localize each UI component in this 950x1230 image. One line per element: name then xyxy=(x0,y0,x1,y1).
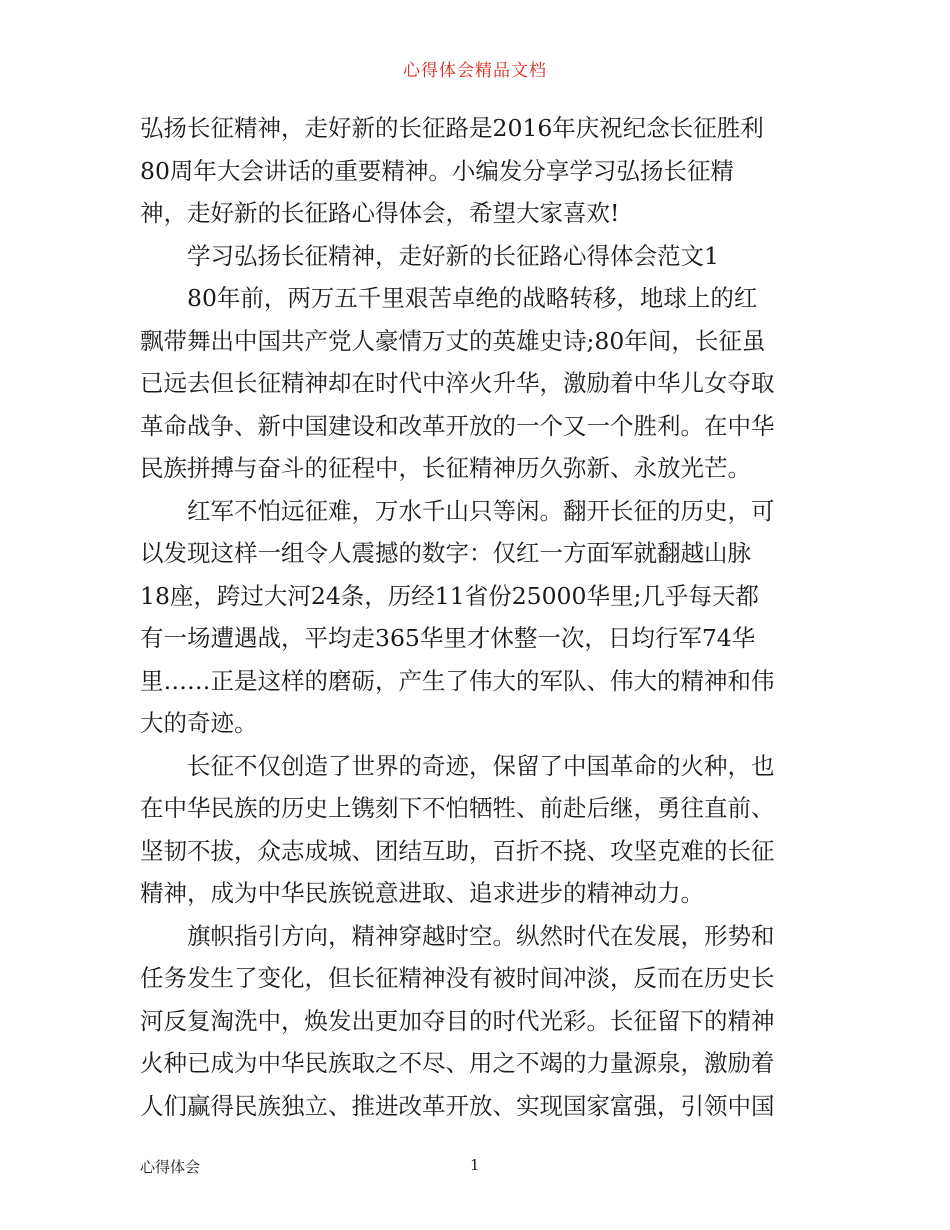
text-line: 在中华民族的历史上镌刻下不怕牺牲、前赴后继，勇往直前、 xyxy=(140,794,775,822)
text-line: 以发现这样一组令人震撼的数字：仅红一方面军就翻越山脉 xyxy=(140,539,751,567)
text-line: 里……正是这样的磨砺，产生了伟大的军队、伟大的精神和伟 xyxy=(140,666,775,695)
text-line: 旗帜指引方向，精神穿越时空。纵然时代在发展，形势和 xyxy=(187,921,775,950)
footer-label: 心得体会 xyxy=(140,1158,201,1176)
text-line: 学习弘扬长征精神，走好新的长征路心得体会范文1 xyxy=(187,241,719,270)
document-body xyxy=(140,107,816,1127)
page-number: 1 xyxy=(470,1156,480,1174)
text-line: 精神，成为中华民族锐意进取、追求进步的精神动力。 xyxy=(140,879,704,907)
text-line: 火种已成为中华民族取之不尽、用之不竭的力量源泉，激励着 xyxy=(140,1049,775,1077)
text-line: 红军不怕远征难，万水千山只等闲。翻开长征的历史，可 xyxy=(187,496,775,525)
text-line: 神，走好新的长征路心得体会，希望大家喜欢! xyxy=(140,199,620,227)
text-line: 80周年大会讲话的重要精神。小编发分享学习弘扬长征精 xyxy=(140,156,734,185)
text-line: 大的奇迹。 xyxy=(140,709,258,737)
text-line: 80年前，两万五千里艰苦卓绝的战略转移，地球上的红 xyxy=(187,284,758,312)
text-line: 河反复淘洗中，焕发出更加夺目的时代光彩。长征留下的精神 xyxy=(140,1006,775,1035)
page-header-title: 心得体会精品文档 xyxy=(403,61,547,81)
text-line: 任务发生了变化，但长征精神没有被时间冲淡，反而在历史长 xyxy=(140,964,775,992)
text-line: 长征不仅创造了世界的奇迹，保留了中国革命的火种，也 xyxy=(187,751,775,780)
text-line: 民族拼搏与奋斗的征程中，长征精神历久弥新、永放光芒。 xyxy=(140,454,751,482)
text-line: 18座，跨过大河24条，历经11省份25000华里;几乎每天都 xyxy=(140,581,759,610)
text-line: 已远去但长征精神却在时代中淬火升华，激励着中华儿女夺取 xyxy=(140,369,775,397)
text-line: 革命战争、新中国建设和改革开放的一个又一个胜利。在中华 xyxy=(140,411,775,440)
text-line: 人们赢得民族独立、推进改革开放、实现国家富强，引领中国 xyxy=(140,1091,775,1120)
text-line: 有一场遭遇战，平均走365华里才休整一次，日均行军74华 xyxy=(140,624,756,652)
text-line: 坚韧不拔，众志成城、团结互助，百折不挠、攻坚克难的长征 xyxy=(140,836,775,865)
text-line: 弘扬长征精神，走好新的长征路是2016年庆祝纪念长征胜利 xyxy=(140,114,764,142)
text-line: 飘带舞出中国共产党人豪情万丈的英雄史诗;80年间，长征虽 xyxy=(140,326,766,355)
